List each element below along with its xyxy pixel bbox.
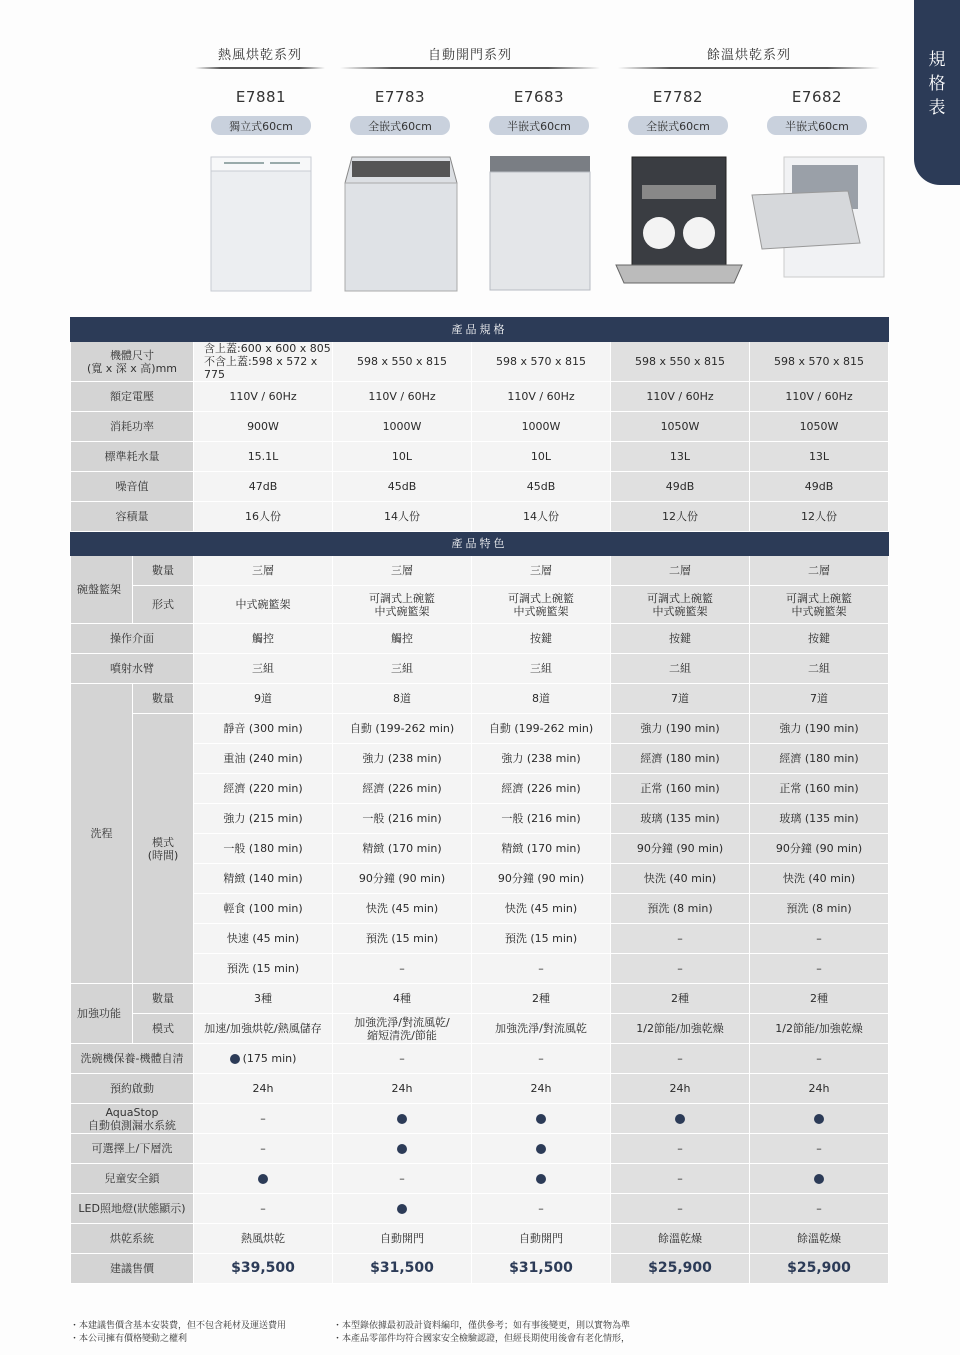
value-cell: 3種 [194, 984, 333, 1014]
value-cell: 13L [611, 442, 750, 472]
dishwasher-e7881-image [210, 156, 312, 292]
dim-cell: 598 x 570 x 815 [472, 342, 611, 382]
value-cell: 15.1L [194, 442, 333, 472]
value-cell: 正常 (160 min) [750, 774, 889, 804]
section-header-spec: 產品規格 [71, 318, 889, 342]
row-label: 噪音值 [71, 472, 194, 502]
value-cell: 強力 (238 min) [472, 744, 611, 774]
value-cell: 正常 (160 min) [611, 774, 750, 804]
value-cell: 24h [611, 1074, 750, 1104]
value-cell: 熱風烘乾 [194, 1224, 333, 1254]
row-label: 標準耗水量 [71, 442, 194, 472]
install-type-badge: 半嵌式60cm [489, 116, 589, 135]
check-dot-icon [536, 1174, 546, 1184]
feature-present-cell [472, 1134, 611, 1164]
value-cell: 24h [333, 1074, 472, 1104]
value-cell: 強力 (190 min) [750, 714, 889, 744]
row-label: 可選擇上/下層洗 [71, 1134, 194, 1164]
footnote: ・本公司擁有價格變動之權利 [70, 1334, 188, 1344]
value-cell: 1/2節能/加強乾燥 [611, 1014, 750, 1044]
value-cell: 靜音 (300 min) [194, 714, 333, 744]
value-cell: 可調式上碗籃 中式碗籃架 [750, 586, 889, 624]
value-cell: 三層 [194, 556, 333, 586]
sub-label: 數量 [133, 556, 194, 586]
dim-cell: 598 x 550 x 815 [333, 342, 472, 382]
dishwasher-e7782-open-image [614, 155, 744, 290]
value-cell: 強力 (190 min) [611, 714, 750, 744]
group-label-boost: 加強功能 [71, 984, 133, 1044]
value-cell: 110V / 60Hz [194, 382, 333, 412]
value-cell: – [611, 924, 750, 954]
model-name: E7682 [791, 88, 843, 106]
series-label: 餘溫烘乾系列 [706, 48, 791, 63]
price-cell: $39,500 [194, 1254, 333, 1284]
check-dot-icon [230, 1054, 240, 1064]
value-cell: – [472, 954, 611, 984]
series-auto-door [340, 44, 600, 66]
row-label: AquaStop 自動偵測漏水系統 [71, 1104, 194, 1134]
value-cell: 1050W [750, 412, 889, 442]
value-cell: 加強洗淨/對流風乾 [472, 1014, 611, 1044]
feature-present-cell [194, 1044, 333, 1074]
value-cell: 7道 [611, 684, 750, 714]
value-cell: 24h [194, 1074, 333, 1104]
value-cell: – [750, 1044, 889, 1074]
value-cell: 強力 (238 min) [333, 744, 472, 774]
value-cell: – [333, 1044, 472, 1074]
group-label-wash: 洗程 [71, 684, 133, 984]
feature-present-cell [333, 1194, 472, 1224]
value-cell: 快洗 (40 min) [750, 864, 889, 894]
value-cell: – [333, 954, 472, 984]
install-type-badge: 半嵌式60cm [767, 116, 867, 135]
value-cell: 49dB [750, 472, 889, 502]
feature-present-cell [333, 1104, 472, 1134]
value-cell: 精緻 (170 min) [472, 834, 611, 864]
row-label: 烘乾系統 [71, 1224, 194, 1254]
feature-present-cell [333, 1134, 472, 1164]
footnotes-right [333, 1320, 630, 1346]
value-cell: 玻璃 (135 min) [611, 804, 750, 834]
value-cell: 強力 (215 min) [194, 804, 333, 834]
check-dot-icon [397, 1204, 407, 1214]
value-cell: 110V / 60Hz [333, 382, 472, 412]
value-cell: 自動開門 [472, 1224, 611, 1254]
feature-present-cell [750, 1164, 889, 1194]
value-cell: 24h [472, 1074, 611, 1104]
value-cell: 按鍵 [750, 624, 889, 654]
value-cell: 47dB [194, 472, 333, 502]
footnote: ・本產品零部件均符合國家安全檢驗認證，但經長期使用後會有老化情形， [333, 1334, 631, 1344]
value-cell: 9道 [194, 684, 333, 714]
value-cell: 8道 [472, 684, 611, 714]
section-header-feature: 產品特色 [71, 532, 889, 556]
row-label: 噴射水臂 [71, 654, 194, 684]
value-cell: 預洗 (15 min) [194, 954, 333, 984]
value-cell: 可調式上碗籃 中式碗籃架 [333, 586, 472, 624]
value-cell: 13L [750, 442, 889, 472]
sub-label: 模式 (時間) [133, 714, 194, 984]
footnote: ・本建議售價含基本安裝費，但不包含耗材及運送費用 [70, 1321, 287, 1331]
value-cell: 餘溫乾燥 [611, 1224, 750, 1254]
feature-present-cell [750, 1104, 889, 1134]
check-dot-icon [258, 1174, 268, 1184]
value-cell: 快洗 (45 min) [333, 894, 472, 924]
value-cell: – [472, 1194, 611, 1224]
value-cell: – [750, 1194, 889, 1224]
value-cell: 經濟 (220 min) [194, 774, 333, 804]
value-cell: – [611, 954, 750, 984]
value-cell: 預洗 (8 min) [611, 894, 750, 924]
value-cell: – [333, 1164, 472, 1194]
check-dot-icon [536, 1144, 546, 1154]
row-label: 容積量 [71, 502, 194, 532]
row-label: 操作介面 [71, 624, 194, 654]
value-cell: 經濟 (180 min) [611, 744, 750, 774]
check-dot-icon [397, 1144, 407, 1154]
value-cell: 精緻 (140 min) [194, 864, 333, 894]
value-cell: 預洗 (15 min) [472, 924, 611, 954]
value-cell: – [611, 1044, 750, 1074]
value-cell: 12人份 [611, 502, 750, 532]
value-cell: 2種 [611, 984, 750, 1014]
sub-label: 數量 [133, 684, 194, 714]
value-cell: 二組 [611, 654, 750, 684]
value-cell: 精緻 (170 min) [333, 834, 472, 864]
value-cell: 觸控 [333, 624, 472, 654]
value-cell: 三組 [194, 654, 333, 684]
price-cell: $25,900 [611, 1254, 750, 1284]
value-cell: 一般 (216 min) [472, 804, 611, 834]
value-cell: 49dB [611, 472, 750, 502]
value-cell: 三組 [333, 654, 472, 684]
value-cell: 快速 (45 min) [194, 924, 333, 954]
value-cell: 一般 (180 min) [194, 834, 333, 864]
sub-label: 形式 [133, 586, 194, 624]
value-cell: 重油 (240 min) [194, 744, 333, 774]
value-cell: 預洗 (8 min) [750, 894, 889, 924]
value-cell: 16人份 [194, 502, 333, 532]
series-residual-heat [618, 44, 880, 66]
check-dot-icon [675, 1114, 685, 1124]
value-cell: 45dB [333, 472, 472, 502]
row-label-dimensions: 機體尺寸 (寬 x 深 x 高)mm [71, 342, 194, 382]
value-cell: – [194, 1194, 333, 1224]
value-cell: 110V / 60Hz [750, 382, 889, 412]
value-cell: 10L [333, 442, 472, 472]
value-cell: 預洗 (15 min) [333, 924, 472, 954]
value-cell: 三層 [472, 556, 611, 586]
value-cell: 二層 [750, 556, 889, 586]
install-type-badge: 全嵌式60cm [350, 116, 450, 135]
value-cell: – [611, 1164, 750, 1194]
check-dot-icon [814, 1174, 824, 1184]
value-cell: 按鍵 [472, 624, 611, 654]
price-cell: $25,900 [750, 1254, 889, 1284]
value-cell: 90分鐘 (90 min) [750, 834, 889, 864]
row-label: 建議售價 [71, 1254, 194, 1284]
row-label: 兒童安全鎖 [71, 1164, 194, 1194]
value-cell: 90分鐘 (90 min) [472, 864, 611, 894]
check-dot-icon [814, 1114, 824, 1124]
row-label: 消耗功率 [71, 412, 194, 442]
sub-label: 模式 [133, 1014, 194, 1044]
value-cell: 一般 (216 min) [333, 804, 472, 834]
value-cell: 經濟 (180 min) [750, 744, 889, 774]
value-cell: 輕食 (100 min) [194, 894, 333, 924]
value-cell: – [611, 1194, 750, 1224]
value-cell: 2種 [750, 984, 889, 1014]
feature-present-cell [472, 1104, 611, 1134]
value-cell: 經濟 (226 min) [472, 774, 611, 804]
value-cell: 90分鐘 (90 min) [611, 834, 750, 864]
value-cell: 2種 [472, 984, 611, 1014]
sub-label: 數量 [133, 984, 194, 1014]
spec-sheet-tab [914, 0, 960, 185]
value-cell: 三組 [472, 654, 611, 684]
dot-note: (175 min) [242, 1052, 297, 1065]
value-cell: 14人份 [472, 502, 611, 532]
value-cell: 24h [750, 1074, 889, 1104]
row-label: LED照地燈(狀態顯示) [71, 1194, 194, 1224]
check-dot-icon [397, 1114, 407, 1124]
value-cell: 按鍵 [611, 624, 750, 654]
value-cell: 可調式上碗籃 中式碗籃架 [611, 586, 750, 624]
model-name: E7782 [652, 88, 704, 106]
value-cell: 經濟 (226 min) [333, 774, 472, 804]
dim-cell: 598 x 570 x 815 [750, 342, 889, 382]
value-cell: 自動開門 [333, 1224, 472, 1254]
value-cell: 可調式上碗籃 中式碗籃架 [472, 586, 611, 624]
feature-present-cell [611, 1104, 750, 1134]
dim-cell: 含上蓋:600 x 600 x 805 不含上蓋:598 x 572 x 775 [194, 342, 333, 382]
value-cell: – [472, 1044, 611, 1074]
value-cell: 12人份 [750, 502, 889, 532]
dishwasher-e7682-open-image [748, 155, 888, 285]
value-cell: 自動 (199-262 min) [333, 714, 472, 744]
value-cell: 快洗 (45 min) [472, 894, 611, 924]
value-cell: 1/2節能/加強乾燥 [750, 1014, 889, 1044]
value-cell: 7道 [750, 684, 889, 714]
value-cell: 玻璃 (135 min) [750, 804, 889, 834]
series-label: 自動開門系列 [427, 48, 512, 63]
price-cell: $31,500 [472, 1254, 611, 1284]
value-cell: 加強洗淨/對流風乾/ 縮短清洗/節能 [333, 1014, 472, 1044]
value-cell: 二層 [611, 556, 750, 586]
dim-cell: 598 x 550 x 815 [611, 342, 750, 382]
value-cell: 8道 [333, 684, 472, 714]
value-cell: 14人份 [333, 502, 472, 532]
series-label: 熱風烘乾系列 [217, 48, 302, 63]
row-label: 額定電壓 [71, 382, 194, 412]
tab-char: 表 [928, 98, 946, 118]
model-name: E7783 [374, 88, 426, 106]
install-type-badge: 獨立式60cm [211, 116, 311, 135]
series-hot-air [195, 44, 325, 66]
row-label: 預約啟動 [71, 1074, 194, 1104]
value-cell: 自動 (199-262 min) [472, 714, 611, 744]
value-cell: 110V / 60Hz [472, 382, 611, 412]
footnotes-left [70, 1320, 286, 1346]
group-label-rack: 碗盤籃架 [71, 556, 133, 624]
value-cell: 快洗 (40 min) [611, 864, 750, 894]
check-dot-icon [536, 1114, 546, 1124]
value-cell: 110V / 60Hz [611, 382, 750, 412]
feature-present-cell [194, 1164, 333, 1194]
value-cell: 二組 [750, 654, 889, 684]
price-cell: $31,500 [333, 1254, 472, 1284]
value-cell: – [750, 1134, 889, 1164]
footnote: ・本型錄依據最初設計資料編印，僅供參考；如有事後變更，則以實物為準 [333, 1321, 631, 1331]
value-cell: 加速/加強烘乾/熱風儲存 [194, 1014, 333, 1044]
value-cell: 4種 [333, 984, 472, 1014]
value-cell: 1050W [611, 412, 750, 442]
spec-table [70, 317, 889, 1284]
tab-char: 規 [928, 50, 946, 70]
value-cell: 90分鐘 (90 min) [333, 864, 472, 894]
value-cell: 觸控 [194, 624, 333, 654]
row-label: 洗碗機保養-機體自清 [71, 1044, 194, 1074]
dishwasher-e7783-image [342, 155, 460, 293]
feature-present-cell [472, 1164, 611, 1194]
value-cell: 中式碗籃架 [194, 586, 333, 624]
value-cell: 1000W [333, 412, 472, 442]
value-cell: 餘溫乾燥 [750, 1224, 889, 1254]
value-cell: 900W [194, 412, 333, 442]
value-cell: – [194, 1134, 333, 1164]
value-cell: 三層 [333, 556, 472, 586]
model-name: E7881 [235, 88, 287, 106]
install-type-badge: 全嵌式60cm [628, 116, 728, 135]
value-cell: – [611, 1134, 750, 1164]
value-cell: – [750, 924, 889, 954]
model-name: E7683 [513, 88, 565, 106]
value-cell: 45dB [472, 472, 611, 502]
dishwasher-e7683-image [489, 155, 591, 293]
value-cell: 10L [472, 442, 611, 472]
value-cell: – [194, 1104, 333, 1134]
value-cell: – [750, 954, 889, 984]
tab-char: 格 [928, 74, 946, 94]
value-cell: 1000W [472, 412, 611, 442]
